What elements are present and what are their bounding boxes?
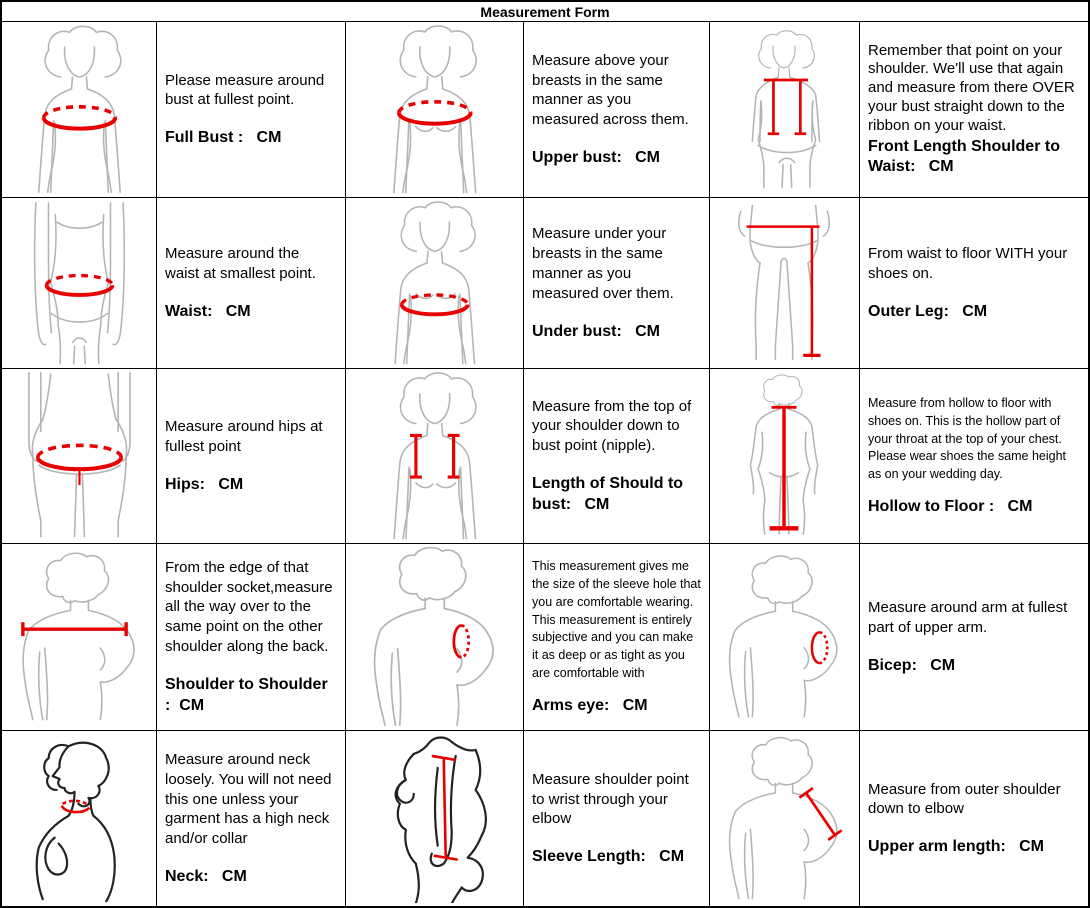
instruction-text: Measure from the top of your shoulder down to bust point (nipple). bbox=[532, 397, 692, 455]
instruction-cell bbox=[157, 369, 346, 544]
measure-label: Neck: CM bbox=[165, 867, 247, 885]
sleeve-length-figure-icon bbox=[349, 734, 521, 904]
upper-bust-figure-icon bbox=[349, 25, 521, 195]
instruction-text: Measure around arm at fullest part of upper arm. bbox=[868, 599, 1068, 636]
bicep-figure-icon bbox=[712, 547, 856, 727]
instruction-text: Measure around the waist at smallest point. bbox=[165, 245, 316, 282]
instruction-cell bbox=[860, 198, 1088, 369]
instruction-text: Measure from hollow to floor with shoes on. This is the hollow part of your throat at the top of your chest. Please wear shoes the same height as on your wedding day. bbox=[868, 396, 1067, 482]
instruction-cell bbox=[524, 22, 710, 198]
instruction-text: From waist to floor WITH your shoes on. bbox=[868, 245, 1068, 282]
instruction-cell bbox=[860, 369, 1088, 544]
instruction-text: Measure under your breasts in the same manner as you measured over them. bbox=[532, 225, 674, 302]
measure-label: Hips: CM bbox=[165, 475, 244, 493]
measure-label: Sleeve Length: CM bbox=[532, 848, 685, 866]
instruction-cell bbox=[524, 731, 710, 906]
front-length-figure-icon bbox=[712, 25, 856, 195]
figure-cell bbox=[346, 544, 524, 731]
figure-cell bbox=[2, 369, 157, 544]
instruction-text: Measure around hips at fullest point bbox=[165, 418, 323, 455]
figure-cell bbox=[710, 731, 860, 906]
instruction-text: Measure above your breasts in the same manner as you measured across them. bbox=[532, 51, 689, 129]
instruction-cell bbox=[524, 369, 710, 544]
instruction-text: Measure shoulder point to wrist through your elbow bbox=[532, 770, 689, 828]
figure-cell bbox=[2, 731, 157, 906]
outer-leg-figure-icon bbox=[712, 201, 856, 366]
measure-label: Outer Leg: CM bbox=[868, 302, 988, 320]
figure-cell bbox=[710, 22, 860, 198]
figure-cell bbox=[2, 22, 157, 198]
figure-cell bbox=[710, 544, 860, 731]
shoulder-to-shoulder-figure-icon bbox=[5, 547, 154, 727]
instruction-text: Remember that point on your shoulder. We'll use that again and measure from there OVER your bust straight down to the ribbon on your waist. bbox=[868, 41, 1075, 134]
measure-label: Under bust: CM bbox=[532, 322, 660, 340]
neck-profile-figure-icon bbox=[5, 734, 154, 904]
instruction-cell bbox=[860, 544, 1088, 731]
figure-cell bbox=[346, 369, 524, 544]
measure-label: Length of Should to bust: CM bbox=[532, 475, 688, 514]
measure-label: Hollow to Floor : CM bbox=[868, 497, 1033, 515]
form-title: Measurement Form bbox=[2, 2, 1088, 22]
measure-label: Upper arm length: CM bbox=[868, 838, 1045, 856]
instruction-text: This measurement gives me the size of the sleeve hole that you are comfortable wearing. This measurement is entirely subjective and you can make it as deep or as tight as you are comfortable with bbox=[532, 559, 701, 680]
instruction-cell bbox=[157, 731, 346, 906]
instruction-cell bbox=[157, 544, 346, 731]
instruction-text: Please measure around bust at fullest point. bbox=[165, 71, 325, 109]
instruction-text: Measure around neck loosely. You will not need this one unless your garment has a high neck and/or collar bbox=[165, 750, 332, 848]
measure-label: Bicep: CM bbox=[868, 656, 956, 674]
instruction-cell bbox=[860, 731, 1088, 906]
measure-label: Shoulder to Shoulder : CM bbox=[165, 675, 333, 714]
full-bust-figure-icon bbox=[5, 25, 154, 195]
instruction-text: From the edge of that shoulder socket,measure all the way over to the same point on the other shoulder along the back. bbox=[165, 558, 333, 656]
instruction-cell bbox=[157, 22, 346, 198]
figure-cell bbox=[710, 198, 860, 369]
figure-cell bbox=[2, 544, 157, 731]
armhole-figure-icon bbox=[349, 547, 521, 727]
hollow-to-floor-figure-icon bbox=[712, 372, 856, 541]
figure-cell bbox=[346, 731, 524, 906]
measure-label: Waist: CM bbox=[165, 302, 251, 320]
shoulder-to-bust-figure-icon bbox=[349, 372, 521, 541]
figure-cell bbox=[346, 22, 524, 198]
instruction-cell bbox=[524, 198, 710, 369]
waist-figure-icon bbox=[5, 201, 154, 366]
instruction-cell bbox=[860, 22, 1088, 198]
figure-cell bbox=[346, 198, 524, 369]
instruction-cell bbox=[157, 198, 346, 369]
figure-cell bbox=[710, 369, 860, 544]
instruction-text: Measure from outer shoulder down to elbow bbox=[868, 780, 1061, 818]
measure-label: Front Length Shoulder to Waist: CM bbox=[868, 138, 1065, 176]
measure-label: Upper bust: CM bbox=[532, 149, 660, 167]
under-bust-figure-icon bbox=[349, 201, 521, 366]
measure-label: Arms eye: CM bbox=[532, 696, 648, 714]
measure-label: Full Bust : CM bbox=[165, 129, 282, 147]
instruction-cell bbox=[524, 544, 710, 731]
figure-cell bbox=[2, 198, 157, 369]
upper-arm-figure-icon bbox=[712, 734, 856, 904]
hips-figure-icon bbox=[5, 372, 154, 541]
